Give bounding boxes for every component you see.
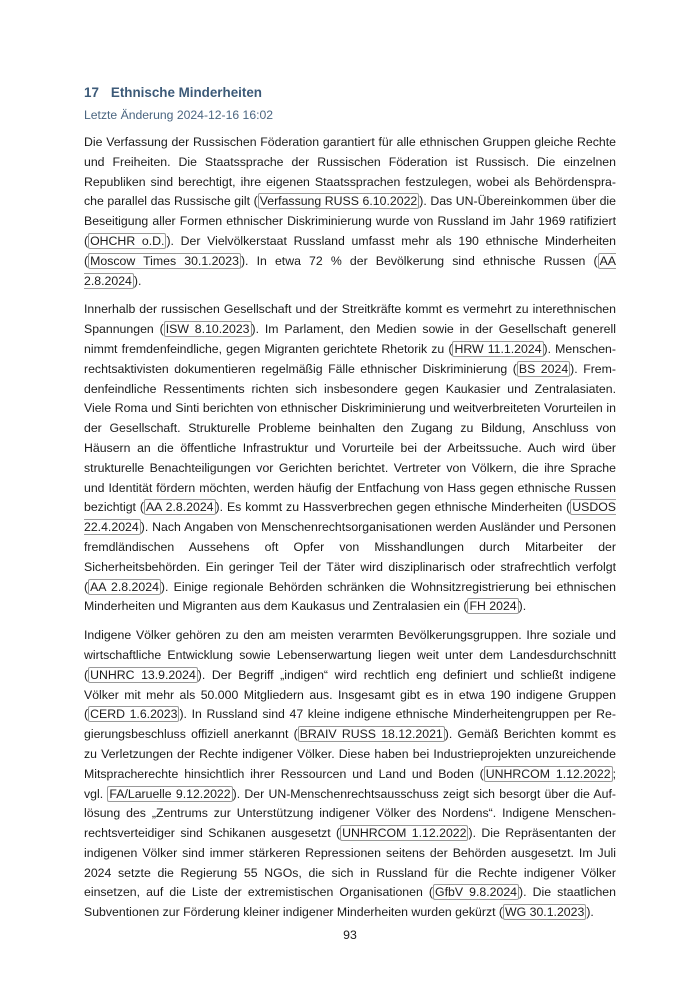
paragraph-text: ). Gemäß Berichten kommt es zu Verletzungen der Rechte indigener Völker. Diese haben bei Industrieprojekten unzureichende Mitspracherechte hinsichtlich ihrer Ressourcen und Land und Boden ( [84,727,616,781]
source-link[interactable]: AA 2.8.2024 [90,579,159,594]
paragraph-text: ). Der Vielvölkerstaat Russland umfasst mehr als 190 ethnische Minderheiten ( [84,233,616,268]
paragraph-text: Indigene Völker gehören zu den am meisten verarmten Bevölkerungsgruppen. Ihre soziale und wirtschaftliche Entwicklung sowie Lebenserwartung liegen weit unter dem Landesdurchschnitt ( [84,628,616,682]
document-body [84,83,616,932]
source-link[interactable]: ISW 8.10.2023 [165,322,250,337]
paragraph-text: ). [518,599,527,614]
paragraph-container [84,133,616,923]
source-link[interactable]: UNHRC 13.9.2024 [90,667,196,682]
last-changed-date: Letzte Änderung 2024-12-16 16:02 [84,108,274,122]
source-link[interactable]: UNHRCOM 1.12.2022 [485,766,611,781]
paragraph-text: ). Die staatlichen Subventionen zur Förderung kleiner indigener Minderheiten wurden gekürzt ( [84,885,616,920]
paragraph-text: ; vgl. [84,766,616,801]
source-link[interactable]: CERD 1.6.2023 [90,707,178,722]
paragraph-text: ). [133,273,142,288]
source-link[interactable]: BS 2024 [518,361,569,376]
section-title: Ethnische Minderheiten [110,85,262,100]
paragraph-text: Die Verfassung der Russischen Föderation garantiert für alle ethnischen Gruppen gleiche Rechte und Freiheiten. Die Staatssprache der Russischen Föderation ist Russisch. Die einzelnen Republiken sind berechtigt, ihre eigenen Staatssprachen festzulegen, wobei als Behördensprache parallel das Russische gilt ( [84,135,616,209]
source-link[interactable]: AA 2.8.2024 [84,253,617,288]
paragraph-text: ). Im Parlament, den Medien sowie in der Gesellschaft generell nimmt fremdenfeindliche, gegen Migranten gerichtete Rhetorik zu ( [84,322,616,356]
source-link[interactable]: FA/Laruelle 9.12.2022 [109,786,231,801]
paragraph-text: ). [586,905,594,920]
source-link[interactable]: GfbV 9.8.2024 [435,885,517,900]
source-link[interactable]: USDOS 22.4.2024 [84,500,616,535]
paragraph-text: ). Die Repräsentanten der indigenen Völker sind immer stärkeren Repressionen seitens der Behörden ausgesetzt. Im Juli 2024 setzte die Regierung 55 NGOs, die sich in Russland für die Rechte indigener Völker einsetzen, auf die Liste der extremistischen Organisationen ( [84,826,616,900]
source-link[interactable]: OHCHR o.D. [90,233,165,248]
paragraph-text: ). In etwa 72 % der Bevölkerung sind ethnische Russen ( [240,253,598,268]
paragraph-text: ). Es kommt zu Hassverbrechen gegen ethnische Minderheiten ( [215,500,571,515]
source-link[interactable]: HRW 11.1.2024 [454,341,542,356]
source-link[interactable]: BRAIV RUSS 18.12.2021 [299,727,443,742]
source-link[interactable]: WG 30.1.2023 [505,905,585,920]
paragraph-text: ). In Russland sind 47 kleine indigene ethnische Minderheitengruppen per Regierungsbeschluss offiziell anerkannt ( [84,707,616,742]
paragraph-3 [84,626,616,923]
paragraph-text: Innerhalb der russischen Gesellschaft und der Streitkräfte kommt es vermehrt zu interethnischen Spannungen ( [84,302,616,337]
paragraph-text: ). Das UN-Übereinkommen über die Beseitigung aller Formen ethnischer Diskriminierung wurde von Russland im Jahr 1969 ratifiziert ( [84,194,617,248]
section-number: 17 [84,85,99,100]
paragraph-2 [84,300,616,617]
source-link[interactable]: Verfassung RUSS 6.10.2022 [259,194,418,209]
page-number: 93 [343,928,357,942]
paragraph-text: ). Fremdenfeindliche Ressentiments richten sich insbesondere gegen Kaukasier und Zentralasiaten. Viele Roma und Sinti berichten von ethnischer Diskriminierung und weitverbreiteten Vorurteilen in der Gesellschaft. Strukturelle Probleme beinhalten den Zugang zu Bildung, Anschluss von Häusern an die öffentliche Infrastruktur und Vorurteile bei der Arbeitssuche. Auch wird über strukturelle Benachteiligungen vor Gerichten berichtet. Vertreter von Völkern, die ihre Sprache und Identität fördern möchten, werden häufig der Entfachung von Hass gegen ethnische Russen bezichtigt ( [84,361,616,515]
source-link[interactable]: FH 2024 [469,599,517,614]
section-heading [84,83,616,103]
paragraph-text: ). Menschenrechtsaktivisten dokumentieren regelmäßig Fälle ethnischer Diskriminierung ( [84,341,616,376]
paragraph-text: ). Einige regionale Behörden schränken die Wohnsitzregistrierung bei ethnischen Minderheiten und Migranten aus dem Kaukasus und Zentralasien ein ( [84,579,616,614]
source-link[interactable]: Moscow Times 30.1.2023 [90,253,239,268]
paragraph-text: ). Der UN-Menschenrechtsausschuss zeigt sich besorgt über die Auflösung des „Zentrums zur Unterstützung indigener Völker des Nordens“. Indigene Menschenrechtsverteidiger sind Schikanen ausgesetzt ( [84,786,616,841]
paragraph-text: ). Der Begriff „indigen“ wird rechtlich eng definiert und schließt indigene Völker mit mehr als 50.000 Mitgliedern aus. Insgesamt gibt es in etwa 190 indigene Gruppen ( [84,667,616,722]
source-link[interactable]: AA 2.8.2024 [145,500,214,515]
source-link[interactable]: UNHRCOM 1.12.2022 [342,826,467,841]
paragraph-1 [84,133,616,291]
paragraph-text: ). Nach Angaben von Menschenrechtsorganisationen werden Ausländer und Personen fremdländischen Aussehens oft Opfer von Misshandlungen durch Mitarbeiter der Sicherheitsbehörden. Ein geringer Teil der Täter wird disziplinarisch oder strafrechtlich verfolgt ( [84,520,616,594]
